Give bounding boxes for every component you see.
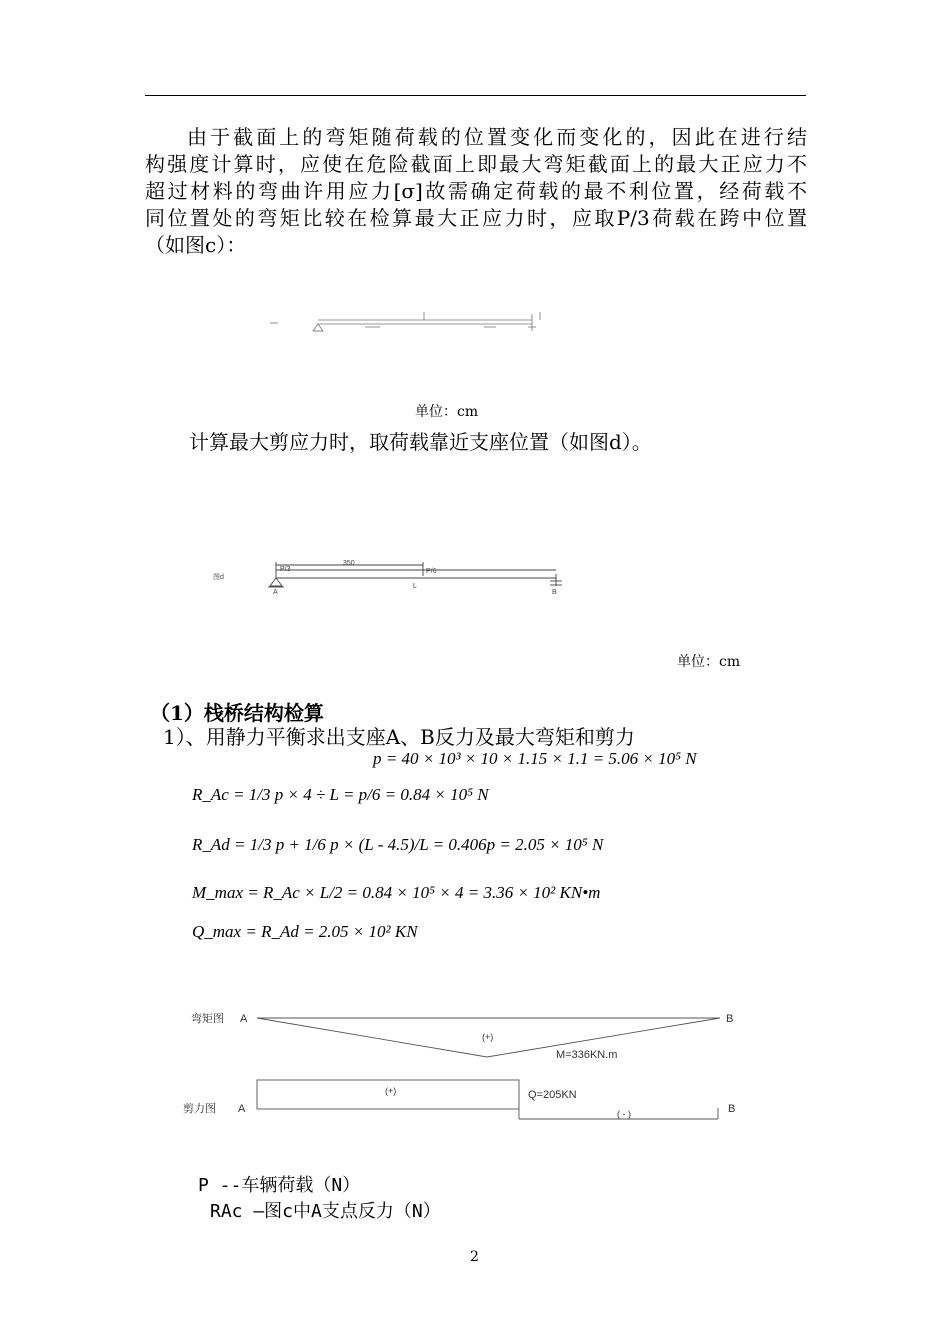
equation-text: R_Ad = 1/3 p + 1/6 p × (L - 4.5)/L = 0.406p = 2.05 × 10⁵ N [192, 835, 604, 854]
paragraph-line: 由于截面上的弯矩随荷载的位置变化而变化的，因此在进行结 [187, 125, 807, 149]
figure-d-support-b-label: B [552, 589, 557, 596]
equation-text: M_max = R_Ac × L/2 = 0.84 × 10⁵ × 4 = 3.36 × 10² KN•m [192, 883, 601, 902]
subsection-heading: 1）、用静力平衡求出支座A、B反力及最大弯矩和剪力 [163, 725, 635, 749]
moment-a-label: A [240, 1013, 248, 1025]
equation-text: Q_max = R_Ad = 2.05 × 10² KN [192, 922, 418, 941]
legend-line: P --车辆荷载（N） [198, 1175, 361, 1196]
paragraph-line: 超过材料的弯曲许用应力[σ]故需确定荷载的最不利位置，经荷载不 [145, 179, 807, 203]
shear-value-label: Q=205KN [528, 1089, 577, 1101]
shear-a-label: A [238, 1103, 246, 1115]
figure-d-side-label: 图d [213, 574, 224, 581]
page-number: 2 [470, 1249, 479, 1265]
moment-b-label: B [726, 1013, 734, 1025]
shear-b-label: B [728, 1103, 736, 1115]
figure-d-load-left-label: P/3 [280, 566, 291, 573]
shear-diagram-label: 剪力图 [183, 1103, 216, 1115]
section-heading: （1）栈桥结构检算 [150, 701, 324, 725]
shear-minus-label: ( - ) [617, 1109, 631, 1119]
shear-plus-label: (+) [385, 1086, 397, 1096]
moment-plus-label: (+) [482, 1032, 494, 1042]
legend-line: RAc —图c中A支点反力（N） [210, 1201, 441, 1222]
figure-d-load-mid-label: P/6 [426, 568, 437, 575]
paragraph-line: 同位置处的弯矩比较在检算最大正应力时，应取P/3荷载在跨中位置 [145, 206, 807, 230]
figure-d-span-label: L [413, 583, 417, 590]
figure-d-unit: 单位：cm [677, 654, 741, 670]
paragraph-shear: 计算最大剪应力时，取荷载靠近支座位置（如图d）。 [189, 430, 652, 454]
moment-diagram-label: 弯矩图 [191, 1013, 224, 1025]
figure-d-dimension-label: 350 [343, 560, 355, 567]
paragraph-line: （如图c）： [145, 233, 247, 257]
figure-c-unit: 单位：cm [415, 404, 479, 420]
equation-text: p = 40 × 10³ × 10 × 1.15 × 1.1 = 5.06 × 10⁵ N [373, 749, 697, 768]
figure-d-support-a-label: A [273, 589, 278, 596]
paragraph-line: 构强度计算时，应使在危险截面上即最大弯矩截面上的最大正应力不 [145, 152, 807, 176]
equation-text: R_Ac = 1/3 p × 4 ÷ L = p/6 = 0.84 × 10⁵ N [192, 785, 489, 804]
moment-value-label: M=336KN.m [556, 1049, 618, 1061]
